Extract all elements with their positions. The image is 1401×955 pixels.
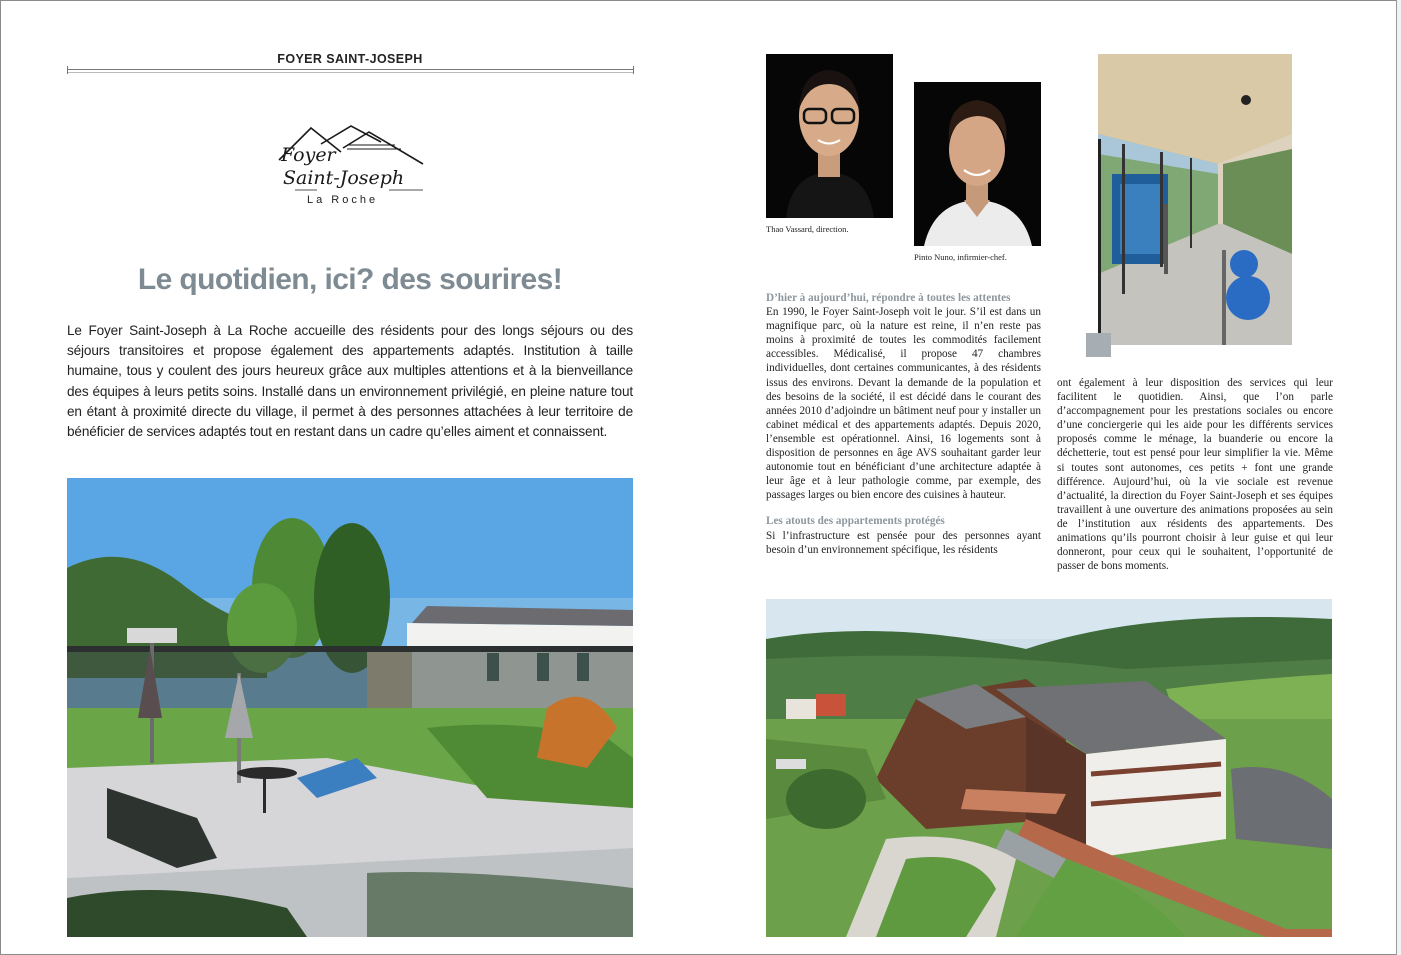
section-rule <box>67 69 633 73</box>
article-paragraph-services: ont également à leur disposition des services qui leur facilitent le quotidien. Ainsi, que l’on parle d’accompagnement pour les prestations sociales ou encore d’une conciergerie qui les aide pour les différents services proposés comme le ménage, la buanderie ou encore la déchetterie, tout est pensé pour leur simplifier la vie. Même si toutes sont autonomes, ces petits + font une grande différence. Aujourd’hui, où la vie sociale est revenue d’actualité, la direction du Foyer Saint-Joseph et ses équipes travaillent à une ouverture des animations proposées au sein de l’institution aux résidents des appartements. Des animations qu’ils pourront choisir à leur guise et qui leur donneront, pour ceux qui le souhaitent, l’opportunité de passer de bons moments. <box>1057 377 1333 573</box>
portrait-head-nurse-caption: Pinto Nuno, infirmier-chef. <box>914 252 1007 262</box>
article-column-right <box>1057 376 1333 573</box>
portrait-woman-icon <box>766 54 893 218</box>
logo-place: La Roche <box>307 194 379 206</box>
section-label: FOYER SAINT-JOSEPH <box>277 52 423 66</box>
page-title: Le quotidien, ici? des sourires! <box>137 263 563 296</box>
article-paragraph-apartments: Si l’infrastructure est pensée pour des personnes ayant besoin d’un environnement spécifique, les résidents <box>766 529 1041 556</box>
article-paragraph-history: En 1990, le Foyer Saint-Joseph voit le jour. S’il est dans un magnifique parc, où la nature est reine, il n’en reste pas moins à proximité de toutes les commodités facilement accessibles. Médicalisé, il propose 47 chambres individuelles, dont certaines communicantes, à des résidents issus des environs. Devant la demande de la population et des besoins de la société, il est décidé dans le courant des années 2010 d’adjoindre un bâtiment neuf pour y installer un cabinet médical et des appartements adaptés. Depuis 2020, l’ensemble est opérationnel. Ainsi, 16 logements sont à disposition de personnes en âge AVS souhaitant garder leur autonomie tout en bénéficiant d’une architecture adaptée à leur âge et à leur pathologie comme, par exemple, des passages larges ou bien encore des cuisines à hauteur. <box>766 306 1041 502</box>
garden-scene-icon <box>67 478 633 937</box>
portrait-man-icon <box>914 82 1041 246</box>
logo-word-foyer: Foyer <box>281 144 336 166</box>
subheading-apartments: Les atouts des appartements protégés <box>766 515 945 528</box>
page-edge <box>1396 0 1401 955</box>
foyer-logo <box>277 124 427 210</box>
logo-word-saint-joseph: Saint-Joseph <box>283 167 405 189</box>
aerial-scene-icon <box>766 599 1332 937</box>
decorative-square <box>1086 333 1111 357</box>
lead-paragraph: Le Foyer Saint-Joseph à La Roche accueille des résidents pour des longs séjours ou des séjours transitoires et propose également des appartements adaptés. Institution à taille humaine, tous y coulent des jours heureux grâce aux multiples attentions et à la bienveillance des équipes à leurs petits soins. Installé dans un environnement privilégié, en pleine nature tout en étant à proximité directe du village, il permet à des personnes attachées à leur territoire de bénéficier de services adaptés tout en restant dans un cadre qu’elles aiment et connaissent. <box>67 323 633 440</box>
corridor-scene-icon <box>1098 54 1292 345</box>
portrait-head-nurse-photo <box>914 82 1041 246</box>
garden-terrace-photo <box>67 478 633 937</box>
article-column-left <box>766 291 1041 557</box>
subheading-history: D’hier à aujourd’hui, répondre à toutes les attentes <box>766 292 1011 304</box>
covered-walkway-photo <box>1098 54 1292 345</box>
aerial-building-photo <box>766 599 1332 937</box>
rule-cap-left <box>67 66 68 74</box>
portrait-director-caption: Thao Vassard, direction. <box>766 224 849 234</box>
rule-cap-right <box>633 66 634 74</box>
portrait-director-photo <box>766 54 893 218</box>
